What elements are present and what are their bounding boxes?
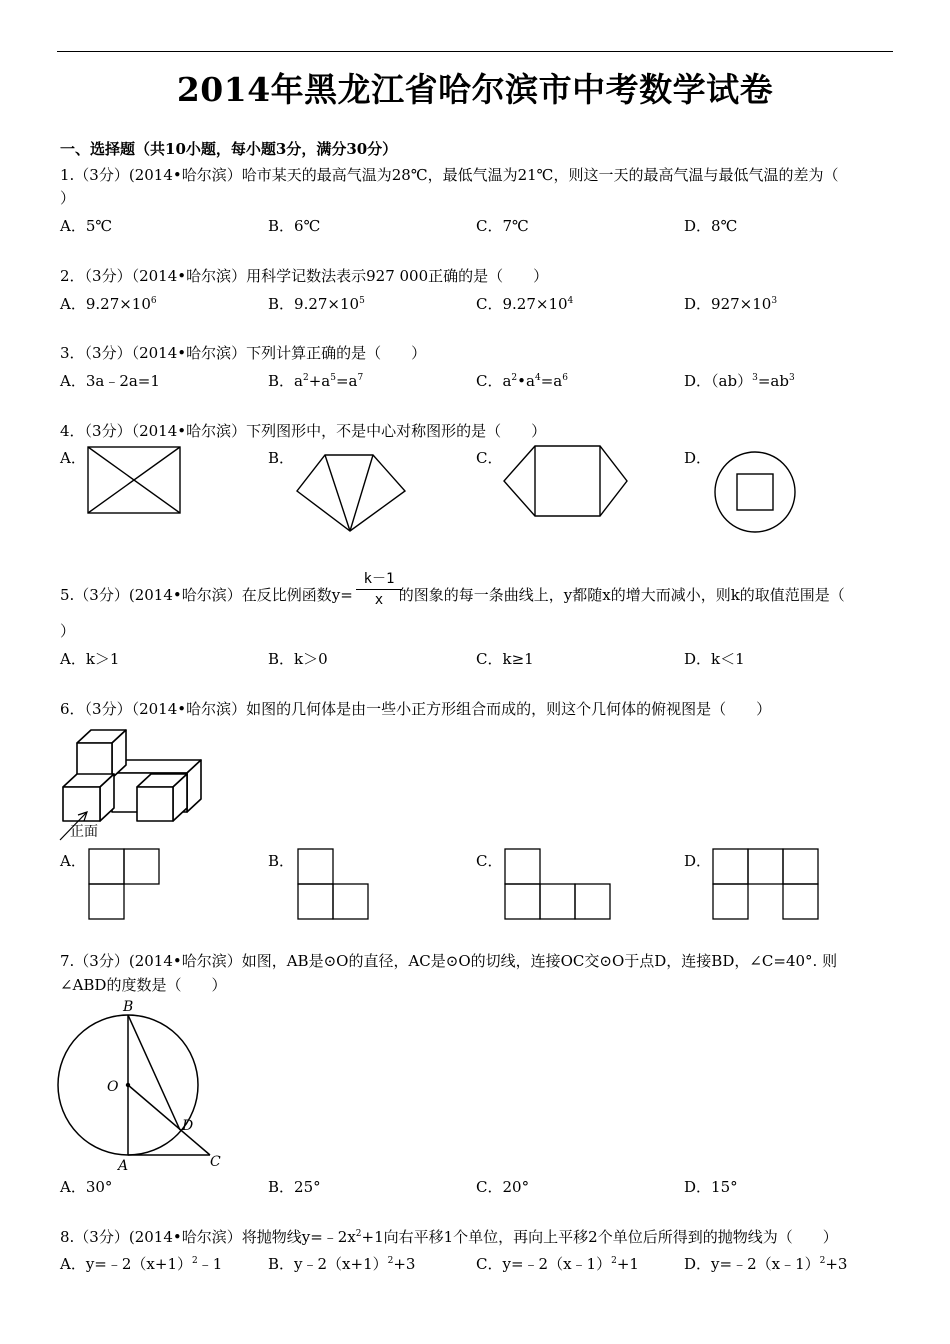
q5-fraction-denominator: x <box>374 592 384 608</box>
q6-option-a-label[interactable]: A． <box>60 852 86 870</box>
q7-point-o: O <box>107 1079 119 1095</box>
q2-option-b[interactable]: B．$9.27\times 10^5$ <box>268 295 365 313</box>
q2-option-d[interactable]: D．$927\times 10^3$ <box>684 295 778 313</box>
q6-front-label: 正面 <box>70 824 98 840</box>
q6-option-c-label[interactable]: C． <box>476 852 503 870</box>
section-heading: 一、选择题（共10小题，每小题3分，满分30分） <box>60 140 398 158</box>
q2-option-a[interactable]: A．$9.27\times 10^6$ <box>60 295 157 313</box>
q7-option-c[interactable]: C．20° <box>476 1178 530 1196</box>
q6-option-d-label[interactable]: D． <box>684 852 712 870</box>
q3-stem: 3．（3分）（2014•哈尔滨）下列计算正确的是（ ） <box>60 344 427 362</box>
q5-option-d[interactable]: D．k＜1 <box>684 650 745 668</box>
q8-stem: 8.（3分）(2014•哈尔滨）将抛物线$y=﹣2x^2+1$向右平移1个单位，再向上平移2个单位后所得到的抛物线为（ ） <box>60 1228 838 1246</box>
q5-option-c[interactable]: C．k≥1 <box>476 650 534 668</box>
q1-option-c[interactable]: C．7℃ <box>476 217 529 235</box>
q5-option-a[interactable]: A．k＞1 <box>60 650 120 668</box>
q7-point-d: D <box>182 1118 194 1134</box>
q3-option-b[interactable]: B．$a^2+a^5=a^7$ <box>268 372 364 390</box>
q6-option-b-label[interactable]: B． <box>268 852 295 870</box>
q1-option-a[interactable]: A．5℃ <box>60 217 113 235</box>
q4-option-a-label[interactable]: A． <box>60 449 86 467</box>
q7-point-a: A <box>118 1158 129 1174</box>
q4-option-c-label[interactable]: C． <box>476 449 503 467</box>
q5-option-b[interactable]: B．k＞0 <box>268 650 328 668</box>
q2-stem: 2．（3分）（2014•哈尔滨）用科学记数法表示927 000正确的是（ ） <box>60 267 549 285</box>
q4-option-d-label[interactable]: D． <box>684 449 712 467</box>
q7-point-c: C <box>210 1154 221 1170</box>
q4-option-b-label[interactable]: B． <box>268 449 295 467</box>
q5-stem-cont: ） <box>60 622 76 640</box>
q5-stem: 5.（3分）(2014•哈尔滨）在反比例函数y= 的图象的每一条曲线上，y都随x的增大而减小，则k的取值范围是（ <box>60 586 845 604</box>
q5-fraction-numerator: k－1 <box>363 571 395 587</box>
q1-stem-cont: ） <box>60 189 76 207</box>
q8-option-a[interactable]: A．$y=﹣2(x+1)^2﹣1$ <box>60 1255 223 1273</box>
q8-option-c[interactable]: C．y=﹣2（x﹣1）$^2$+1 <box>476 1255 639 1273</box>
q1-option-d[interactable]: D．8℃ <box>684 217 738 235</box>
q7-option-b[interactable]: B．25° <box>268 1178 321 1196</box>
q7-option-d[interactable]: D．15° <box>684 1178 738 1196</box>
q3-option-c[interactable]: C．$a^2•a^4=a^6$ <box>476 372 568 390</box>
q1-option-b[interactable]: B．6℃ <box>268 217 321 235</box>
q8-option-b[interactable]: B．$y﹣2(x+1)^2+3$ <box>268 1255 416 1273</box>
q8-option-d[interactable]: D．y=﹣2（x﹣1）$^2$+3 <box>684 1255 848 1273</box>
q7-option-a[interactable]: A．30° <box>60 1178 113 1196</box>
page-title: 2014年黑龙江省哈尔滨市中考数学试卷 <box>176 70 774 109</box>
q7-stem: 7.（3分）(2014•哈尔滨）如图，AB是⊙O的直径，AC是⊙O的切线，连接OC交⊙O于点D，连接BD，∠C=40°. 则 <box>60 952 838 970</box>
q7-point-b: B <box>123 999 134 1015</box>
q4-stem: 4．（3分）（2014•哈尔滨）下列图形中，不是中心对称图形的是（ ） <box>60 422 547 440</box>
q3-option-d[interactable]: D．$(ab)^3=ab^3$ <box>684 372 795 390</box>
q1-stem: 1.（3分）(2014•哈尔滨）哈市某天的最高气温为28℃，最低气温为21℃，则这一天的最高气温与最低气温的差为（ <box>60 166 839 184</box>
q7-stem-cont: ∠ABD的度数是（ ） <box>60 976 227 994</box>
q2-option-c[interactable]: C．$9.27\times 10^4$ <box>476 295 574 313</box>
q6-stem: 6．（3分）（2014•哈尔滨）如图的几何体是由一些小正方形组合而成的，则这个几何体的俯视图是（ ） <box>60 700 772 718</box>
q3-option-a[interactable]: A．3a﹣2a=1 <box>60 372 160 390</box>
